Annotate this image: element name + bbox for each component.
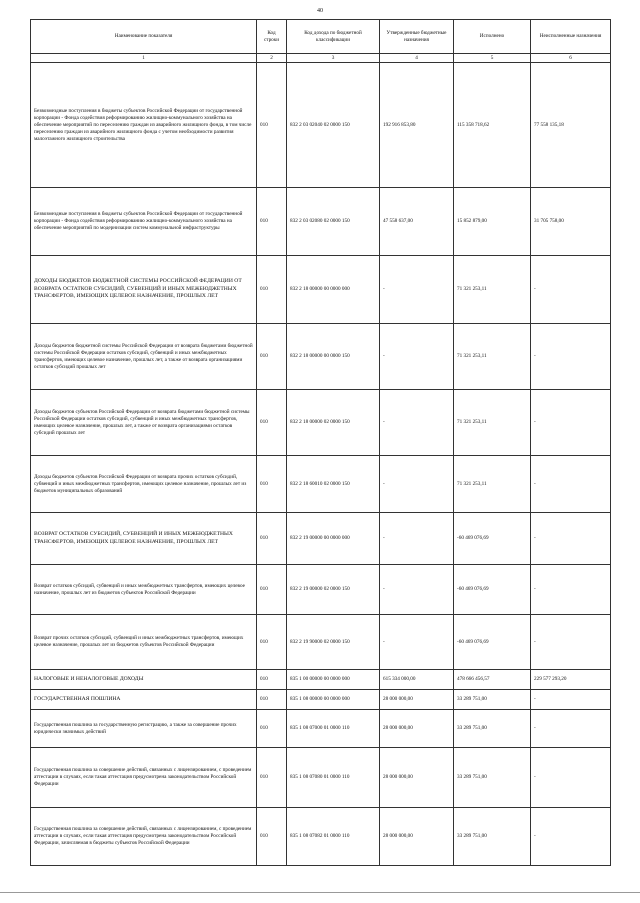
row-unexecuted: 229 577 293,20: [531, 670, 611, 690]
row-name: Государственная пошлина за совершение действий, связанных с лицензированием, с проведением аттестации в случаях, если такая аттестация предусмотрена законодательством Российской Федерации, зачисляемая в бюджеты субъектов Российской Федерации: [31, 808, 257, 866]
table-row: [31, 390, 611, 456]
row-name: ДОХОДЫ БЮДЖЕТОВ БЮДЖЕТНОЙ СИСТЕМЫ РОССИЙСКОЙ ФЕДЕРАЦИИ ОТ ВОЗВРАТА ОСТАТКОВ СУБСИДИЙ, СУБВЕНЦИЙ И ИНЫХ МЕЖБЮДЖЕТНЫХ ТРАНСФЕРТОВ, ИМЕЮЩИХ ЦЕЛЕВОЕ НАЗНАЧЕНИЕ, ПРОШЛЫХ ЛЕТ: [31, 256, 257, 324]
row-name: НАЛОГОВЫЕ И НЕНАЛОГОВЫЕ ДОХОДЫ: [31, 670, 257, 690]
row-approved: -: [380, 565, 454, 615]
row-name: Государственная пошлина за совершение действий, связанных с лицензированием, с проведением аттестации в случаях, если такая аттестация предусмотрена законодательством Российской Федерации: [31, 748, 257, 808]
row-income-code: 835 1 08 07082 01 0000 110: [287, 808, 380, 866]
table-row: [31, 513, 611, 565]
budget-execution-table: [30, 19, 611, 866]
row-income-code: 832 2 18 00000 00 0000 000: [287, 256, 380, 324]
row-executed: -60 469 076,69: [454, 615, 531, 670]
column-number: 2: [257, 54, 287, 63]
column-number: 3: [287, 54, 380, 63]
row-approved: 28 000 000,00: [380, 690, 454, 710]
row-line-code: 010: [257, 710, 287, 748]
row-line-code: 010: [257, 565, 287, 615]
header-unexecuted: Неисполненные назначения: [531, 20, 611, 54]
row-income-code: 835 1 08 00000 00 0000 000: [287, 690, 380, 710]
row-income-code: 832 2 03 02080 02 0000 150: [287, 188, 380, 256]
row-name: Безвозмездные поступления в бюджеты субъектов Российской Федерации от государственной корпорации - Фонда содействия реформированию жилищно-коммунального хозяйства на обеспечение мероприятий по переселению граждан из аварийного жилищного фонда, в том числе переселению граждан из аварийного жилищного фонда с учетом необходимости развития малоэтажного жилищного строительства: [31, 63, 257, 188]
row-line-code: 010: [257, 615, 287, 670]
table-row: [31, 324, 611, 390]
column-number-row: [31, 54, 611, 63]
row-approved: -: [380, 390, 454, 456]
header-approved: Утвержденные бюджетные назначения: [380, 20, 454, 54]
row-executed: 33 289 751,00: [454, 710, 531, 748]
column-number: 4: [380, 54, 454, 63]
row-line-code: 010: [257, 670, 287, 690]
row-unexecuted: -: [531, 748, 611, 808]
row-name: ВОЗВРАТ ОСТАТКОВ СУБСИДИЙ, СУБВЕНЦИЙ И ИНЫХ МЕЖБЮДЖЕТНЫХ ТРАНСФЕРТОВ, ИМЕЮЩИХ ЦЕЛЕВОЕ НАЗНАЧЕНИЕ, ПРОШЛЫХ ЛЕТ: [31, 513, 257, 565]
table-row: [31, 188, 611, 256]
row-unexecuted: -: [531, 565, 611, 615]
table-row: [31, 710, 611, 748]
row-line-code: 010: [257, 63, 287, 188]
table-row: [31, 748, 611, 808]
table-row: [31, 565, 611, 615]
row-approved: -: [380, 256, 454, 324]
row-unexecuted: -: [531, 456, 611, 513]
row-name: Возврат прочих остатков субсидий, субвенций и иных межбюджетных трансфертов, имеющих целевое назначение, прошлых лет из бюджетов субъектов Российской Федерации: [31, 615, 257, 670]
row-approved: 28 000 000,00: [380, 710, 454, 748]
row-income-code: 832 2 03 02040 02 0000 150: [287, 63, 380, 188]
page-number: 40: [317, 8, 323, 14]
table-row: [31, 456, 611, 513]
row-name: ГОСУДАРСТВЕННАЯ ПОШЛИНА: [31, 690, 257, 710]
row-executed: 71 321 253,11: [454, 390, 531, 456]
row-approved: 615 334 000,00: [380, 670, 454, 690]
row-line-code: 010: [257, 690, 287, 710]
header-executed: Исполнено: [454, 20, 531, 54]
row-executed: 71 321 253,11: [454, 256, 531, 324]
table-row: [31, 63, 611, 188]
row-unexecuted: -: [531, 390, 611, 456]
page-bottom-rule: [0, 892, 640, 893]
row-executed: 33 289 751,00: [454, 748, 531, 808]
table-row: [31, 808, 611, 866]
row-line-code: 010: [257, 808, 287, 866]
row-executed: 71 321 253,11: [454, 456, 531, 513]
row-name: Возврат остатков субсидий, субвенций и иных межбюджетных трансфертов, имеющих целевое назначение, прошлых лет из бюджетов субъектов Российской Федерации: [31, 565, 257, 615]
row-approved: 47 558 637,00: [380, 188, 454, 256]
table-row: [31, 256, 611, 324]
row-executed: 71 321 253,11: [454, 324, 531, 390]
row-unexecuted: -: [531, 808, 611, 866]
row-income-code: 832 2 18 60010 02 0000 150: [287, 456, 380, 513]
row-executed: -60 469 076,69: [454, 513, 531, 565]
row-unexecuted: 77 558 135,18: [531, 63, 611, 188]
header-row: [31, 20, 611, 54]
row-unexecuted: -: [531, 324, 611, 390]
row-name: Доходы бюджетов субъектов Российской Федерации от возврата прочих остатков субсидий, субвенций и иных межбюджетных трансфертов, имеющих целевое назначение, прошлых лет из бюджетов муниципальных образований: [31, 456, 257, 513]
row-line-code: 010: [257, 390, 287, 456]
row-line-code: 010: [257, 188, 287, 256]
row-unexecuted: 31 705 758,00: [531, 188, 611, 256]
row-income-code: 832 2 19 00000 00 0000 000: [287, 513, 380, 565]
row-unexecuted: -: [531, 615, 611, 670]
row-approved: 28 000 000,00: [380, 808, 454, 866]
row-approved: -: [380, 513, 454, 565]
row-line-code: 010: [257, 748, 287, 808]
column-number: 5: [454, 54, 531, 63]
column-number: 6: [531, 54, 611, 63]
row-line-code: 010: [257, 513, 287, 565]
row-line-code: 010: [257, 324, 287, 390]
row-executed: 478 666 456,57: [454, 670, 531, 690]
row-name: Доходы бюджетов субъектов Российской Федерации от возврата бюджетами бюджетной системы Российской Федерации остатков субсидий, субвенций и иных межбюджетных трансфертов, имеющих целевое назначение, прошлых лет, а также от возврата организациями остатков субсидий прошлых лет: [31, 390, 257, 456]
row-income-code: 832 2 19 90000 02 0000 150: [287, 615, 380, 670]
table-row: [31, 615, 611, 670]
row-income-code: 835 1 00 00000 00 0000 000: [287, 670, 380, 690]
row-name: Государственная пошлина за государственную регистрацию, а также за совершение прочих юридически значимых действий: [31, 710, 257, 748]
row-unexecuted: -: [531, 690, 611, 710]
row-income-code: 835 1 08 07080 01 0000 110: [287, 748, 380, 808]
row-approved: -: [380, 615, 454, 670]
row-executed: -60 469 076,69: [454, 565, 531, 615]
row-executed: 15 852 879,00: [454, 188, 531, 256]
row-approved: 28 000 000,00: [380, 748, 454, 808]
header-income-code: Код дохода по бюджетной классификации: [287, 20, 380, 54]
row-approved: -: [380, 324, 454, 390]
row-line-code: 010: [257, 456, 287, 513]
row-income-code: 832 2 18 00000 00 0000 150: [287, 324, 380, 390]
row-approved: -: [380, 456, 454, 513]
row-executed: 115 358 718,62: [454, 63, 531, 188]
row-unexecuted: -: [531, 513, 611, 565]
row-approved: 192 916 853,80: [380, 63, 454, 188]
row-income-code: 835 1 08 07000 01 0000 110: [287, 710, 380, 748]
row-line-code: 010: [257, 256, 287, 324]
row-executed: 33 289 751,00: [454, 690, 531, 710]
header-line-code: Код строки: [257, 20, 287, 54]
row-unexecuted: -: [531, 710, 611, 748]
table-row: [31, 690, 611, 710]
row-income-code: 832 2 18 00000 02 0000 150: [287, 390, 380, 456]
row-name: Доходы бюджетов бюджетной системы Российской Федерации от возврата бюджетами бюджетной системы Российской Федерации остатков субсидий, субвенций и иных межбюджетных трансфертов, имеющих целевое назначение, прошлых лет, а также от возврата организациями остатков субсидий прошлых лет: [31, 324, 257, 390]
column-number: 1: [31, 54, 257, 63]
table-row: [31, 670, 611, 690]
row-name: Безвозмездные поступления в бюджеты субъектов Российской Федерации от государственной корпорации - Фонда содействия реформированию жилищно-коммунального хозяйства на обеспечение мероприятий по модернизации систем коммунальной инфраструктуры: [31, 188, 257, 256]
header-indicator-name: Наименование показателя: [31, 20, 257, 54]
row-unexecuted: -: [531, 256, 611, 324]
row-executed: 33 289 751,00: [454, 808, 531, 866]
row-income-code: 832 2 19 00000 02 0000 150: [287, 565, 380, 615]
